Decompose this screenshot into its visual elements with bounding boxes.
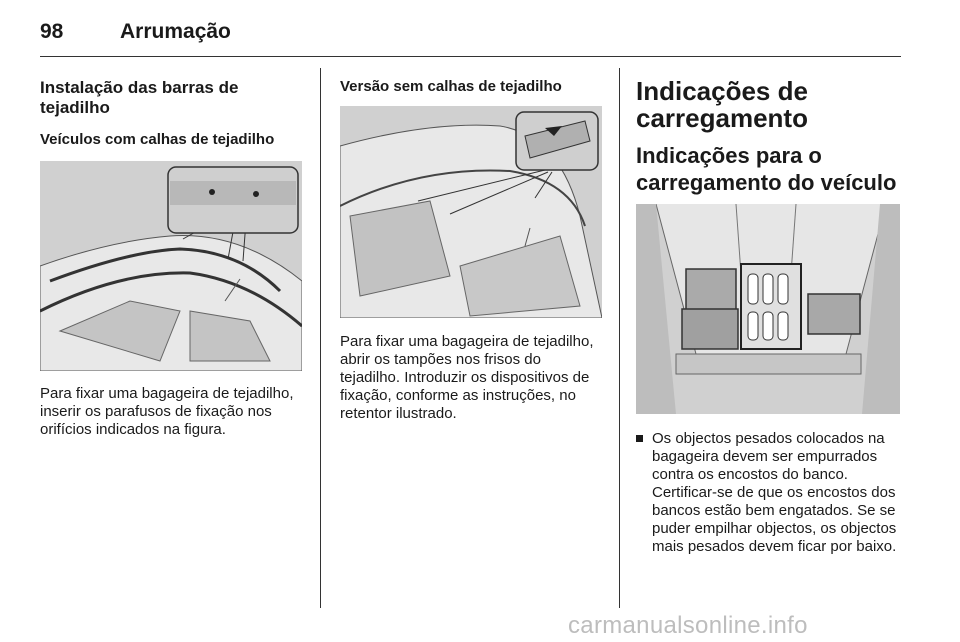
no-rails-instructions: Para fixar uma bagageira de tejadilho, abrir os tampões nos frisos do tejadilho. Introduzir os dispositivos de fixação, conforme as instruções, no retentor ilustrado. xyxy=(340,333,594,422)
column-divider-1 xyxy=(320,68,321,608)
page-header xyxy=(40,14,900,48)
watermark: carmanualsonline.info xyxy=(568,612,808,639)
section-heading-roof-bars: Instalação das barras de tejadilho xyxy=(40,78,239,117)
roof-rails-illustration xyxy=(40,161,302,371)
loading-tips-list xyxy=(636,430,902,556)
roof-rails-instructions: Para fixar uma bagageira de tejadilho, inserir os parafusos de fixação nos orifícios indicados na figura. xyxy=(40,385,294,438)
column-2 xyxy=(340,68,602,423)
section-subtitle: Indicações para o carregamento do veículo xyxy=(636,143,897,195)
column-3 xyxy=(636,68,902,556)
page-number: 98 xyxy=(40,20,64,43)
header-rule xyxy=(40,56,901,57)
roof-without-rails-illustration xyxy=(340,106,602,318)
column-1 xyxy=(40,68,305,439)
cargo-loading-illustration xyxy=(636,204,900,414)
subheading-roof-rails: Veículos com calhas de tejadilho xyxy=(40,131,275,148)
loading-tip-item xyxy=(636,430,902,556)
column-divider-2 xyxy=(619,68,620,608)
loading-tip-text: Os objectos pesados colocados na bagageira devem ser empurrados contra os encostos do banco. Certificar-se de que os encostos dos bancos estão bem engatados. Se se puder empilhar objectos, os objectos mais pesados devem ficar por baixo. xyxy=(652,430,897,555)
bullet-square-icon xyxy=(636,435,643,442)
chapter-title: Arrumação xyxy=(120,20,231,43)
subheading-no-roof-rails: Versão sem calhas de tejadilho xyxy=(340,78,562,95)
chapter-section-title: Indicações de carregamento xyxy=(636,76,808,133)
